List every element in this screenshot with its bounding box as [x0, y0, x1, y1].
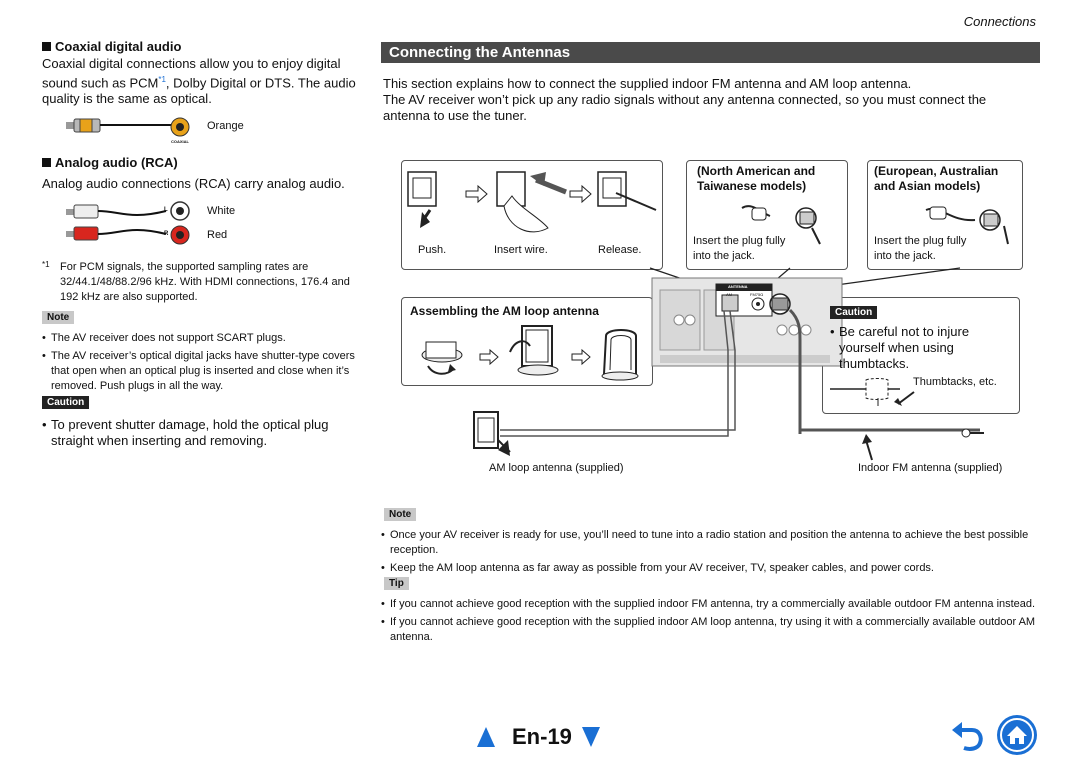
list-item: • Once your AV receiver is ready for use, you’ll need to tune into a radio station and position the antenna to achieve the best possible reception. [381, 528, 1036, 558]
list-item: • The AV receiver does not support SCART plugs. [42, 331, 358, 346]
arrow-right-icon [570, 186, 591, 202]
list-item: • The AV receiver’s optical digital jacks have shutter-type covers that open when an optical plug is inserted and close when it’s removed. Push plugs in all the way. [42, 349, 358, 394]
list-item: • To prevent shutter damage, hold the optical plug straight when inserting and removing. [42, 417, 358, 449]
arrow-right-icon [466, 186, 487, 202]
back-button[interactable] [950, 718, 986, 754]
intro-2: The AV receiver won’t pick up any radio signals without any antenna connected, so you must connect the antenna to use the tuner. [383, 92, 987, 123]
panel-am-label: AM [726, 292, 732, 297]
caution-tag: Caution [42, 396, 89, 409]
intro-1: This section explains how to connect the supplied indoor FM antenna and AM loop antenna. [383, 76, 912, 91]
panel-antenna-label: ANTENNA [728, 284, 748, 289]
eu-title-line2: and Asian models) [874, 179, 981, 193]
na-title-line2: Taiwanese models) [697, 179, 807, 193]
prev-page-button[interactable] [476, 726, 496, 748]
na-caption [693, 234, 785, 264]
eu-caption-line2: into the jack. [874, 250, 936, 262]
eu-caption-line1: Insert the plug fully [874, 235, 967, 247]
terminal-insert-icon [497, 172, 566, 232]
na-caption-line1: Insert the plug fully [693, 235, 786, 247]
footnote-mark: *1 [42, 260, 50, 269]
note-tag: Note [42, 311, 74, 324]
na-title-line1: (North American and [697, 164, 816, 178]
analog-title: Analog audio (RCA) [55, 155, 178, 170]
list-item: • Be careful not to injure yourself when using thumbtacks. [830, 324, 1014, 372]
white-label: White [207, 205, 236, 217]
r-mark: R [164, 231, 169, 237]
coaxial-sub-label: COAXIAL [171, 139, 189, 144]
section-header: Connections [963, 14, 1036, 29]
coaxial-text-b: , Dolby Digital or DTS. The audio quality is the same as optical. [42, 75, 356, 107]
eu-title-line1: (European, Australian [874, 164, 999, 178]
orange-label: Orange [207, 120, 244, 132]
note-tag: Note [384, 508, 416, 521]
caution-tag: Caution [830, 306, 877, 319]
am-loop-assemble-icon [510, 326, 558, 375]
na-title [697, 164, 815, 194]
analog-text: Analog audio connections (RCA) carry analog audio. [42, 176, 345, 191]
thumbtacks-label: Thumbtacks, etc. [913, 376, 997, 388]
triangle-up-icon [476, 726, 496, 748]
right-tips [381, 597, 1036, 648]
triangle-down-icon [581, 726, 601, 748]
caution-text [830, 324, 1014, 375]
footnote-ref: *1 [158, 75, 166, 84]
terminal-push-icon [408, 172, 436, 228]
l-mark: L [164, 207, 168, 213]
terminal-release-icon [598, 172, 656, 210]
page-number: En-19 [512, 724, 572, 749]
am-loop-complete-icon [602, 330, 638, 380]
eu-caption [874, 234, 966, 264]
coaxial-text-a: Coaxial digital connections allow you to enjoy digital sound such as PCM [42, 56, 341, 91]
home-icon [996, 714, 1038, 756]
arrow-up-icon [862, 434, 872, 460]
page-title: Connecting the Antennas [381, 42, 1040, 63]
panel-fm-label: FM75Ω [750, 292, 764, 297]
footnote-text: For PCM signals, the supported sampling rates are 32/44.1/48/88.2/96 kHz. With HDMI connections, 176.4 and 192 kHz are also supported. [60, 261, 350, 303]
tip-tag: Tip [384, 577, 409, 590]
red-label: Red [207, 229, 228, 241]
am-supplied-label: AM loop antenna (supplied) [489, 462, 624, 474]
right-notes [381, 528, 1036, 579]
step-release-label: Release. [598, 244, 642, 256]
coaxial-title: Coaxial digital audio [55, 39, 182, 54]
receiver-rear-panel-icon [652, 278, 842, 366]
list-item: • If you cannot achieve good reception with the supplied indoor AM loop antenna, try using it with a commercially available outdoor AM antenna. [381, 615, 1036, 645]
step-insert-label: Insert wire. [494, 244, 548, 256]
eu-title [874, 164, 998, 194]
return-arrow-icon [950, 718, 986, 754]
fm-plug-inserted-icon [770, 294, 790, 314]
list-item: • Keep the AM loop antenna as far away as possible from your AV receiver, TV, speaker cables, and power cords. [381, 561, 1036, 576]
am-loop-antenna-icon [474, 412, 510, 456]
na-caption-line2: into the jack. [693, 250, 755, 262]
arrow-right-icon [572, 350, 590, 364]
next-page-button[interactable] [581, 726, 601, 748]
home-button[interactable] [996, 714, 1038, 756]
am-loop-base-icon [422, 342, 462, 374]
arrow-right-icon [480, 350, 498, 364]
assembling-title: Assembling the AM loop antenna [410, 304, 599, 318]
fm-supplied-label: Indoor FM antenna (supplied) [858, 462, 1003, 474]
list-item: • If you cannot achieve good reception with the supplied indoor FM antenna, try a commercially available outdoor FM antenna instead. [381, 597, 1036, 612]
thumbtack-icon [830, 379, 914, 407]
step-push-label: Push. [418, 244, 447, 256]
